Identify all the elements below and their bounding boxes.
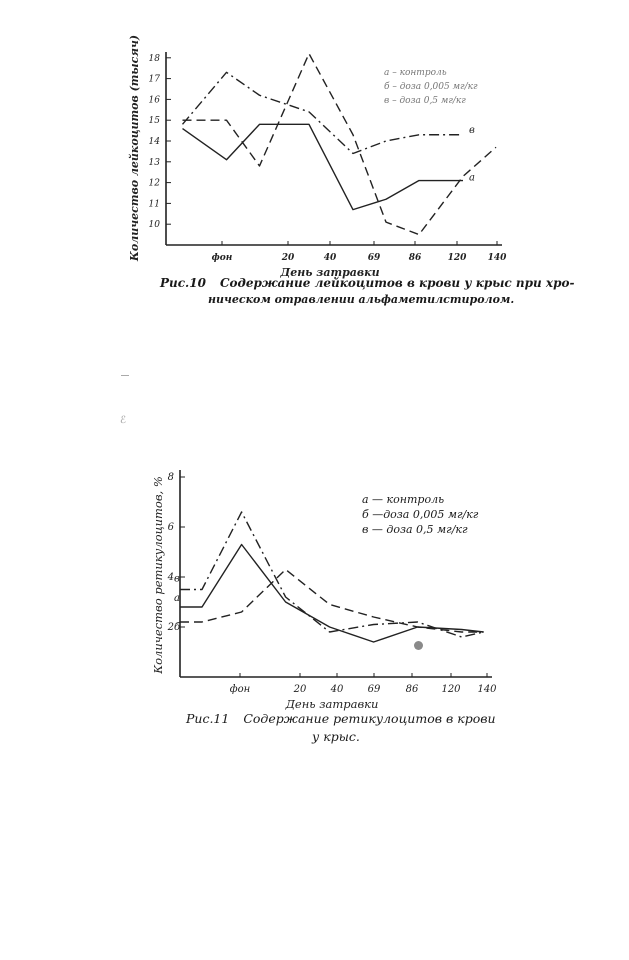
figure-caption: [186, 711, 496, 726]
x-axis-title: День затравки: [280, 266, 380, 279]
y-tick-label: 14: [148, 137, 160, 147]
y-tick-label: 13: [148, 157, 160, 168]
reticulocyte-chart: [0, 455, 629, 715]
y-tick-label: 15: [148, 116, 160, 127]
series-line-а: [180, 545, 484, 643]
y-tick-label: 10: [148, 220, 160, 231]
leukocyte-chart: [0, 34, 629, 280]
scan-spot: [414, 641, 423, 650]
series-end-label: а: [469, 172, 475, 184]
scan-mark: ℰ: [120, 415, 127, 426]
caption-text-continued: ническом отравлении альфаметилстиролом.: [208, 293, 515, 306]
caption-number: Рис.11: [186, 711, 230, 726]
x-tick-label: 140: [477, 684, 497, 695]
x-tick-label: 86: [405, 684, 419, 695]
x-tick-label: фон: [211, 253, 233, 263]
legend-entry: б – доза 0,005 мг/кг: [384, 82, 478, 92]
y-tick-label: 6: [167, 522, 174, 533]
x-tick-label: 140: [487, 253, 507, 263]
x-axis-title: День затравки: [285, 697, 379, 711]
scan-mark: [121, 375, 129, 376]
legend-entry: в – доза 0,5 мг/кг: [384, 96, 466, 106]
x-tick-label: 20: [281, 253, 295, 263]
legend-entry: в — доза 0,5 мг/кг: [362, 523, 468, 536]
y-tick-label: 8: [167, 472, 174, 483]
legend-entry: а — контроль: [362, 493, 445, 506]
series-end-label: в: [469, 124, 475, 136]
y-tick-label: 18: [148, 53, 160, 64]
y-tick-label: 12: [148, 178, 160, 189]
x-tick-label: фон: [229, 684, 251, 695]
series-start-label: в: [174, 573, 180, 585]
y-tick-label: 2: [167, 622, 174, 633]
y-tick-label: 4: [167, 572, 174, 583]
series-start-label: а: [174, 593, 180, 604]
y-axis-title: Количество лейкоцитов (тысяч): [128, 34, 141, 262]
y-tick-label: 11: [148, 199, 160, 210]
figure-reticulocytes: [0, 455, 629, 755]
y-tick-label: 16: [148, 95, 160, 106]
caption-text-continued: у крыс.: [312, 729, 360, 744]
x-tick-label: 86: [408, 253, 422, 263]
x-tick-label: 69: [367, 253, 381, 263]
figure-caption: [160, 276, 574, 290]
caption-text: Содержание лейкоцитов в крови у крыс при хро-: [219, 276, 575, 290]
series-line-б: [180, 570, 484, 633]
caption-text: Содержание ретикулоцитов в крови: [243, 711, 496, 726]
legend-entry: б —доза 0,005 мг/кг: [362, 508, 479, 521]
y-axis-title: Количество ретикулоцитов, %: [151, 476, 165, 674]
x-tick-label: 120: [447, 253, 467, 263]
y-tick-label: 17: [148, 74, 160, 85]
series-line-б: [183, 54, 497, 235]
series-start-label: б: [174, 622, 181, 633]
x-tick-label: 40: [323, 253, 337, 263]
x-tick-label: 120: [441, 684, 461, 695]
x-tick-label: 20: [293, 684, 307, 695]
series-line-а: [183, 124, 464, 209]
x-tick-label: 69: [367, 684, 381, 695]
legend-entry: а – контроль: [384, 68, 447, 78]
figure-leukocytes: [0, 34, 629, 330]
caption-number: Рис.10: [160, 276, 206, 290]
x-tick-label: 40: [330, 684, 344, 695]
